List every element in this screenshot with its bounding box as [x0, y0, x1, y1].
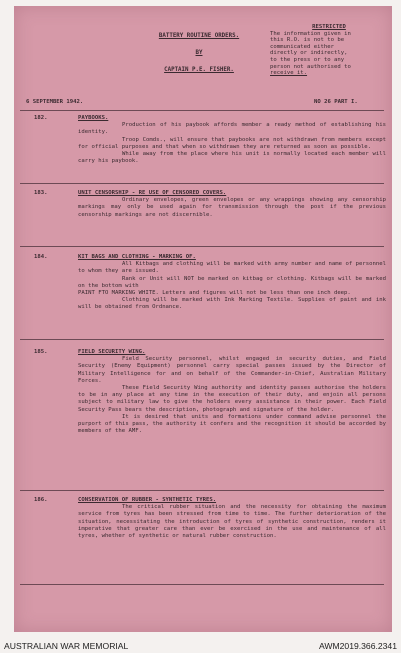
section-paragraph: The critical rubber situation and the necessity for obtaining the maximum service from tyres has been stressed from time to time. The further deterioration of the situation, necessitating the introduction of tyres of synthetic construction, renders it imperative that greater care than ever be exercised in the use and maintenance of all tyres, whether of synthetic or natural rubber construction.: [78, 504, 386, 540]
order-date: 6 SEPTEMBER 1942.: [26, 99, 84, 105]
section-body: [78, 190, 386, 219]
section-body: [78, 254, 386, 312]
section-paragraph: Rank or Unit will NOT be marked on kitbag or clothing. Kitbags will be marked on the bottom with: [78, 275, 386, 289]
section-paragraph: PAINT FTO MARKING WHITE. Letters and figures will not be less than one inch deep.: [78, 290, 351, 297]
section-title: KIT BAGS AND CLOTHING - MARKING OF.: [78, 254, 196, 260]
header-by: BY: [195, 50, 203, 57]
section-number: 186.: [34, 497, 48, 503]
section-divider: [20, 110, 384, 111]
restriction-line: communicated either: [270, 43, 334, 50]
section-paragraph: It is desired that units and formations under command advise personnel the purport of this pass, the authority it confers and the recognition it should be accorded by members of the AMF.: [78, 413, 386, 435]
section-divider: [20, 339, 384, 340]
document-sheet: [14, 6, 392, 632]
footer-institution: AUSTRALIAN WAR MEMORIAL: [4, 641, 129, 651]
section-divider: [20, 490, 384, 491]
section-number: 185.: [34, 349, 48, 355]
header-author: CAPTAIN P.E. FISHER.: [164, 67, 234, 74]
restriction-line: to the press or to any: [270, 56, 345, 63]
restriction-line: The information given in: [270, 30, 351, 37]
section-number: 183.: [34, 190, 48, 196]
section-body: [78, 497, 386, 540]
restriction-line: person not authorised to: [270, 63, 351, 70]
section-title: PAYBOOKS.: [78, 115, 109, 121]
order-number: NO 26 PART I.: [314, 99, 358, 105]
section-paragraph: Clothing will be marked with Ink Marking Textile. Supplies of paint and ink will be obtained from Ordnance.: [78, 297, 386, 311]
section-paragraph: While away from the place where his unit is normally located each member will carry his paybook.: [78, 151, 386, 165]
section-paragraph: Ordinary envelopes, green envelopes or any wrappings showing any censorship markings may only be used again for transmission through the post if the previous censorship markings are not discernible.: [78, 197, 386, 218]
order-header: [144, 33, 254, 85]
section-body: [78, 115, 386, 165]
section-paragraph: Field Security personnel, whilst engaged in security duties, and Field Security (Enemy Equipment) personnel carry special passes issued by the Director of Military Intelligence for and on behalf of the Commander-in-Chief, Australian Military Forces.: [78, 356, 386, 384]
footer-accession-number: AWM2019.366.2341: [318, 641, 397, 651]
section-divider: [20, 183, 384, 184]
section-title: FIELD SECURITY WING.: [78, 349, 146, 355]
section-divider: [20, 246, 384, 247]
restriction-line: receive it.: [270, 70, 308, 77]
section-paragraph: Troop Comds., will ensure that paybooks are not withdrawn from members except for official purposes and that when so withdrawn they are returned as soon as possible.: [78, 136, 386, 150]
archive-footer: [0, 638, 401, 653]
section-paragraph: All Kitbags and clothing will be marked with army number and name of personnel to whom they are issued.: [78, 261, 386, 275]
section-paragraph: These Field Security Wing authority and identity passes authorise the holders to be in any place at any time in the execution of their duty, and enjoin all persons subject to military law to give the holders every assistance in their power. Each Field Security Pass bears the description, photograph and signature of the holder.: [78, 385, 386, 413]
section-number: 184.: [34, 254, 48, 260]
section-title: CONSERVATION OF RUBBER - SYNTHETIC TYRES.: [78, 497, 217, 503]
section-number: 182.: [34, 115, 48, 121]
restriction-line: this R.O. is not to be: [270, 37, 345, 44]
restriction-notice: [270, 24, 388, 77]
section-title: UNIT CENSORSHIP - RE USE OF CENSORED COVERS.: [78, 190, 227, 196]
section-divider: [20, 584, 384, 585]
section-paragraph: Production of his paybook affords member a ready method of establishing his identity.: [78, 122, 386, 136]
restriction-title: RESTRICTED: [312, 24, 346, 30]
header-title: BATTERY ROUTINE ORDERS.: [158, 33, 240, 39]
section-body: [78, 349, 386, 435]
restriction-line: directly or indirectly,: [270, 50, 348, 57]
